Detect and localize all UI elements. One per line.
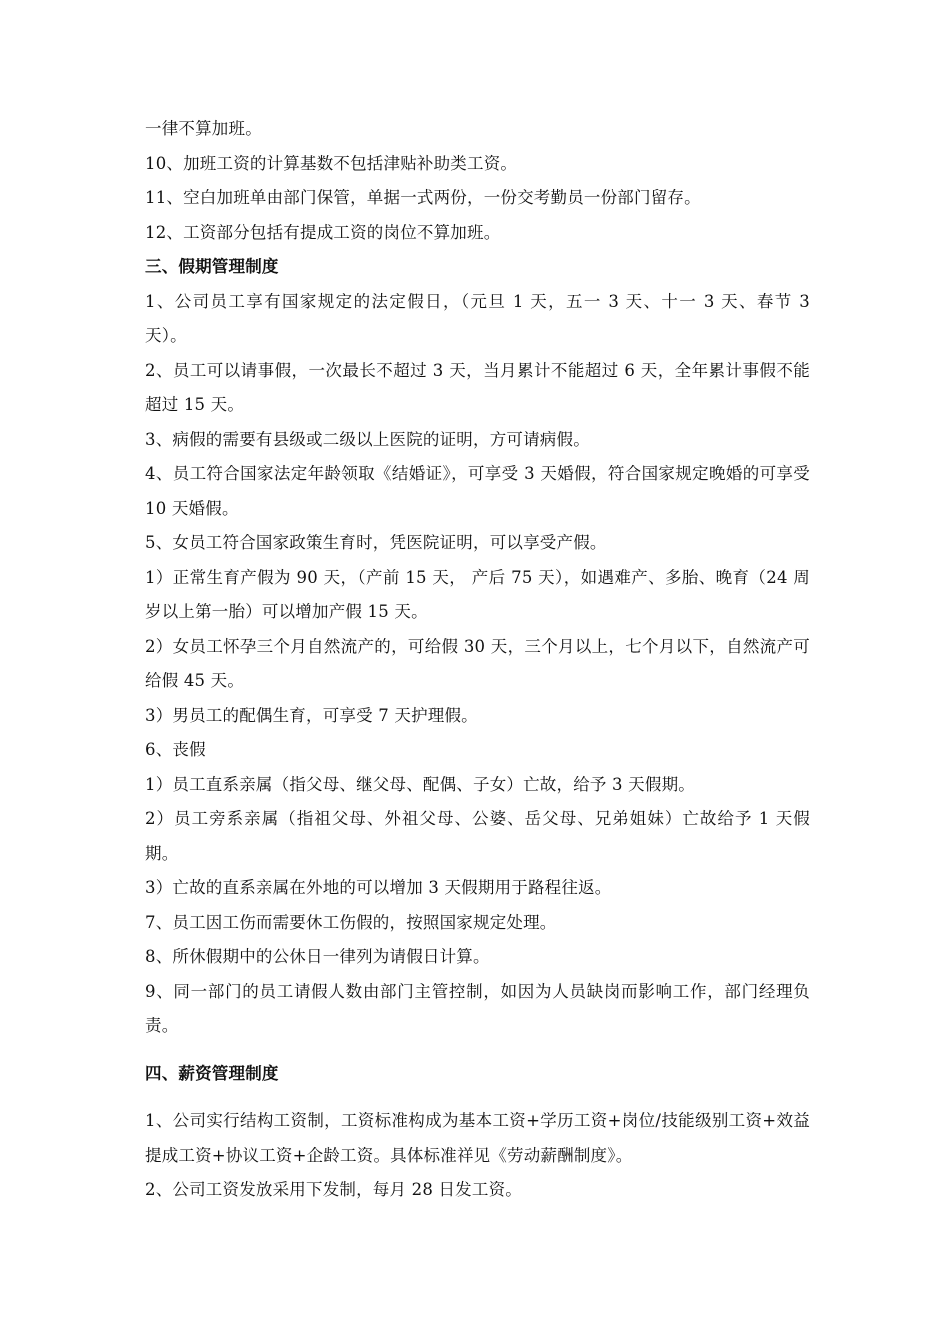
vacation-subitem-6-1: 1）员工直系亲属（指父母、继父母、配偶、子女）亡故，给予 3 天假期。: [145, 774, 695, 794]
vacation-item-6: 6、丧假: [145, 740, 206, 759]
vacation-item-5: 5、女员工符合国家政策生育时，凭医院证明，可以享受产假。: [145, 533, 607, 552]
section-heading-salary: 四、薪资管理制度: [145, 1063, 279, 1083]
vacation-item-9: 9、同一部门的员工请假人数由部门主管控制，如因为人员缺岗而影响工作，部门经理负责。: [145, 981, 810, 1035]
paragraph-item-10: 10、加班工资的计算基数不包括津贴补助类工资。: [145, 153, 518, 173]
vacation-subitem-6-2: 2）员工旁系亲属（指祖父母、外祖父母、公婆、岳父母、兄弟姐妹）亡故给予 1 天假期。: [145, 809, 810, 863]
vacation-item-7: 7、员工因工伤而需要休工伤假的，按照国家规定处理。: [145, 912, 557, 932]
vacation-subitem-5-2: 2）女员工怀孕三个月自然流产的，可给假 30 天，三个月以上，七个月以下，自然流产可给假 45 天。: [145, 636, 810, 690]
salary-item-2: 2、公司工资发放采用下发制，每月 28 日发工资。: [145, 1180, 522, 1199]
paragraph-item-11: 11、空白加班单由部门保管，单据一式两份，一份交考勤员一份部门留存。: [145, 188, 701, 207]
vacation-subitem-6-3: 3）亡故的直系亲属在外地的可以增加 3 天假期用于路程往返。: [145, 878, 612, 897]
vacation-item-4: 4、员工符合国家法定年龄领取《结婚证》，可享受 3 天婚假，符合国家规定晚婚的可享受 10 天婚假。: [145, 464, 810, 518]
paragraph-item-12: 12、工资部分包括有提成工资的岗位不算加班。: [145, 222, 501, 242]
salary-item-1: 1、公司实行结构工资制，工资标准构成为基本工资+学历工资+岗位/技能级别工资+效益提成工资+协议工资+企龄工资。具体标准祥见《劳动薪酬制度》。: [145, 1111, 810, 1165]
vacation-subitem-5-3: 3）男员工的配偶生育，可享受 7 天护理假。: [145, 705, 478, 725]
document-body: [145, 112, 810, 1208]
vacation-item-3: 3、病假的需要有县级或二级以上医院的证明，方可请病假。: [145, 429, 590, 449]
paragraph-line-continuation: 一律不算加班。: [145, 119, 262, 138]
vacation-subitem-5-1: 1）正常生育产假为 90 天，（产前 15 天， 产后 75 天），如遇难产、多胎、晚育（24 周岁以上第一胎）可以增加产假 15 天。: [145, 567, 810, 621]
vacation-item-2: 2、员工可以请事假，一次最长不超过 3 天，当月累计不能超过 6 天，全年累计事假不能超过 15 天。: [145, 360, 810, 414]
vacation-item-8: 8、所休假期中的公休日一律列为请假日计算。: [145, 947, 490, 966]
section-heading-vacation: 三、假期管理制度: [145, 257, 279, 276]
vacation-item-1: 1、公司员工享有国家规定的法定假日，（元旦 1 天，五一 3 天、十一 3 天、春节 3 天）。: [145, 291, 810, 345]
